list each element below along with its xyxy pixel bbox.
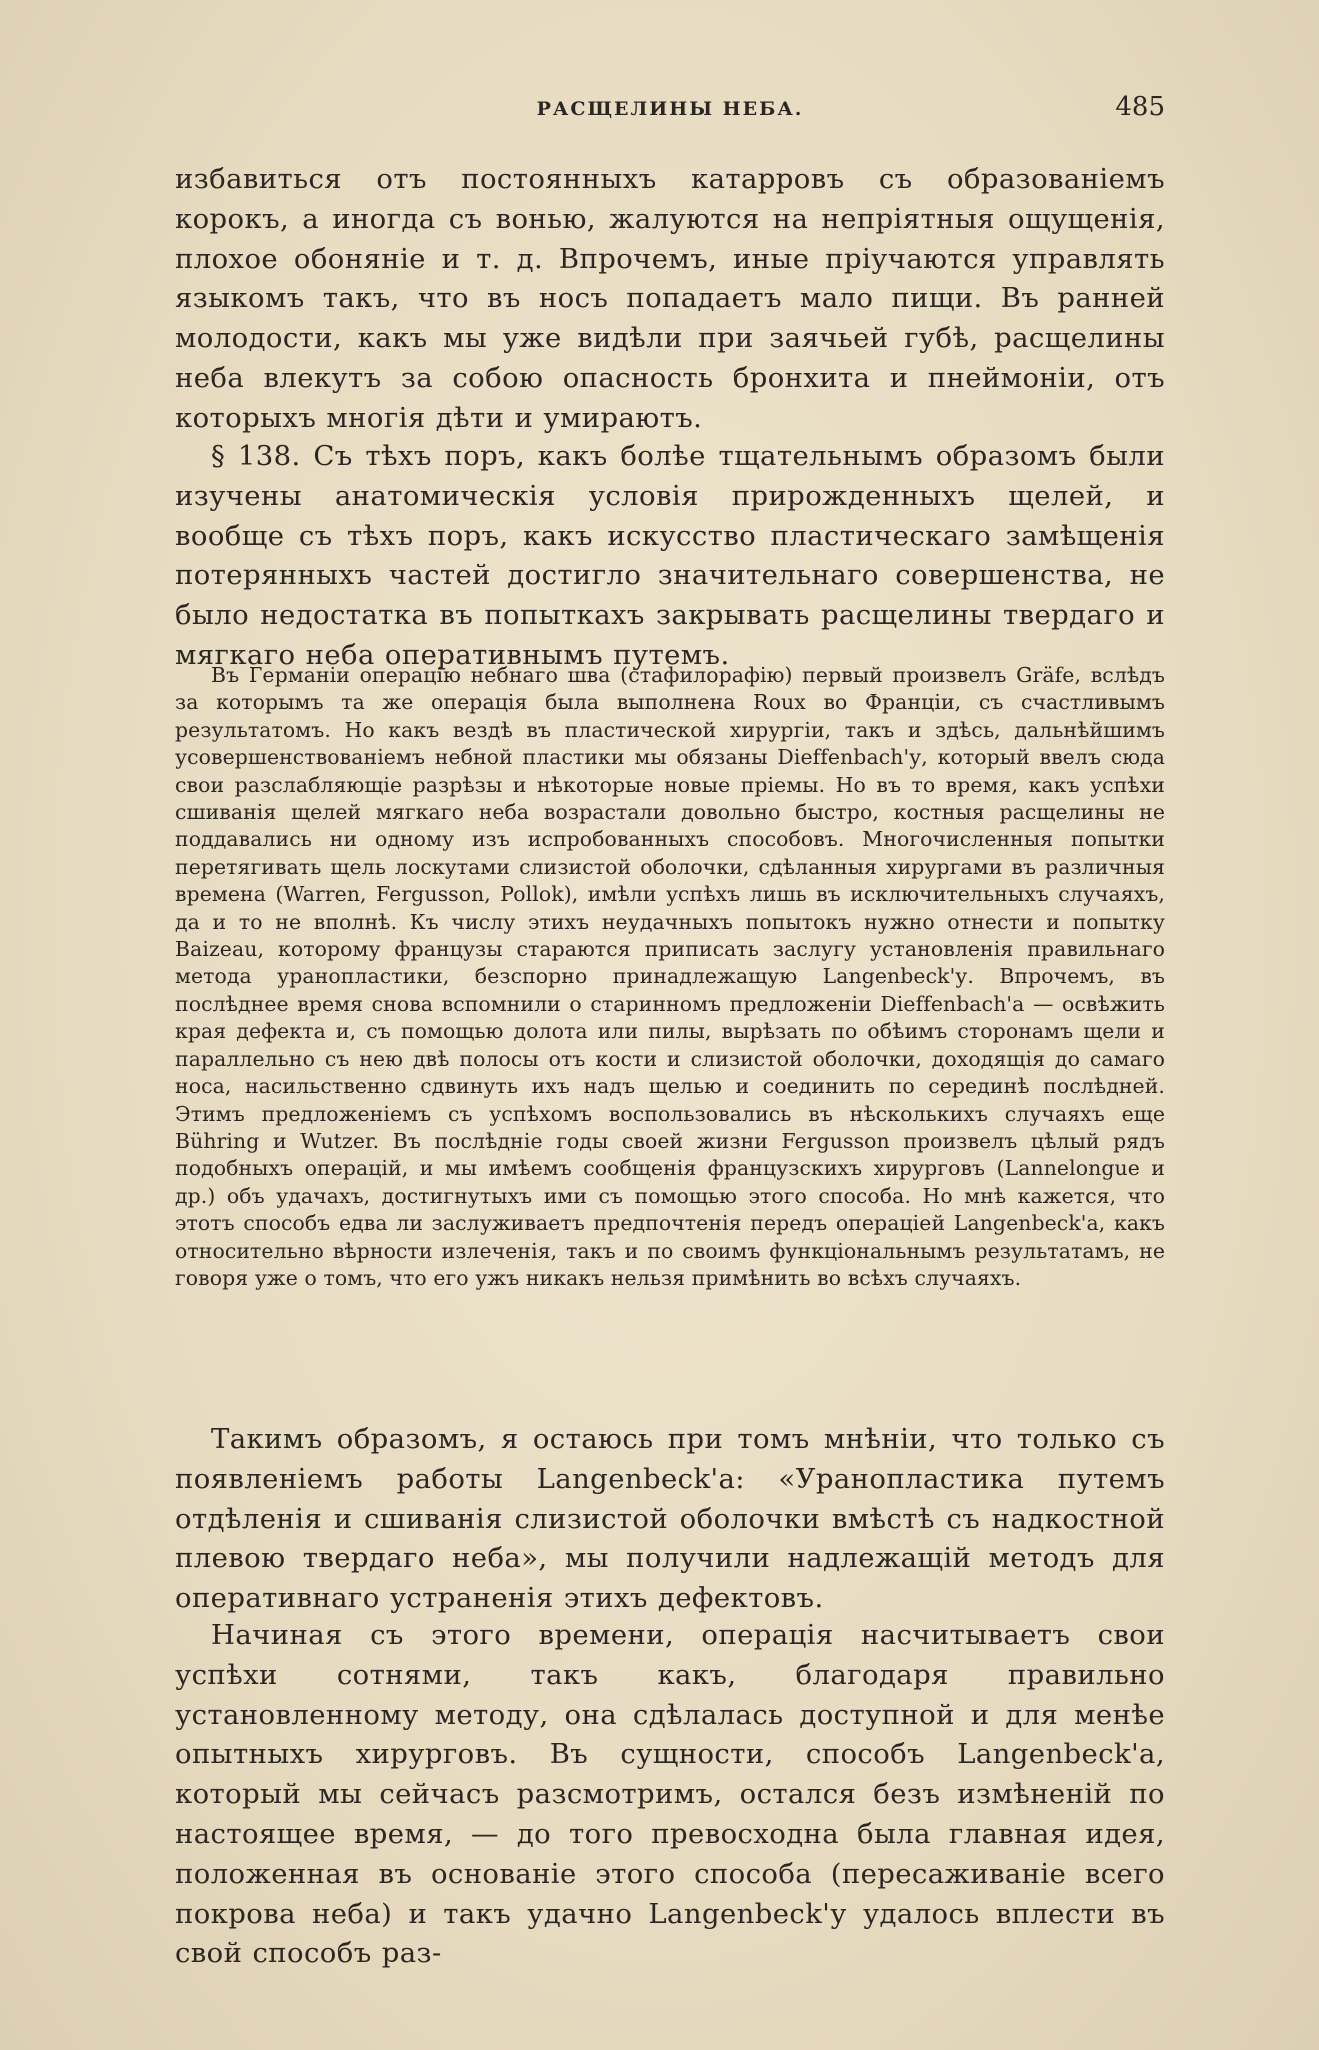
paragraph-continuation: избавиться отъ постоянныхъ катарровъ съ образованіемъ корокъ, а иногда съ вонью, жалуются на непріятныя ощущенія, плохое обоняніе и т. д. Впрочемъ, иные пріучаются управлять языкомъ такъ, что въ носъ попадаетъ мало пищи. Въ ранней молодости, какъ мы уже видѣли при заячьей губѣ, расщелины неба влекутъ за собою опасность бронхита и пнеймоніи, отъ которыхъ многія дѣти и умираютъ. xyxy=(175,163,1165,434)
page-header xyxy=(175,92,1165,132)
paragraph-small-print-history: Въ Германіи операцію небнаго шва (стафилорафію) первый произвелъ Gräfe, вслѣдъ за которымъ та же операція была выполнена Roux во Франціи, съ счастливымъ результатомъ. Но какъ вездѣ въ пластической хирургіи, такъ и здѣсь, дальнѣйшимъ усовершенствованіемъ небной пластики мы обязаны Dieffenbach'у, который ввелъ сюда свои разслабляющіе разрѣзы и нѣкоторые новые пріемы. Но въ то время, какъ успѣхи сшиванія щелей мягкаго неба возрастали довольно быстро, костныя расщелины не поддавались ни одному изъ испробованныхъ способовъ. Многочисленныя попытки перетягивать щель лоскутами слизистой оболочки, сдѣланныя хирургами въ различныя времена (Warren, Fergusson, Pollok), имѣли успѣхъ лишь въ исключительныхъ случаяхъ, да и то не вполнѣ. Къ числу этихъ неудачныхъ попытокъ нужно отнести и попытку Baizeau, которому французы стараются приписать заслугу установленія правильнаго метода уранопластики, безспорно принадлежащую Langenbeck'у. Впрочемъ, въ послѣднее время снова вспомнили о старинномъ предложеніи Dieffenbach'а — освѣжить края дефекта и, съ помощью долота или пилы, вырѣзать по обѣимъ сторонамъ щели и параллельно съ нею двѣ полосы отъ кости и слизистой оболочки, доходящія до самаго носа, насильственно сдвинуть ихъ надъ щелью и соединить по серединѣ послѣдней. Этимъ предложеніемъ съ успѣхомъ воспользовались въ нѣсколькихъ случаяхъ еще Bühring и Wutzer. Въ послѣдніе годы своей жизни Fergusson произвелъ цѣлый рядъ подобныхъ операцій, и мы имѣемъ сообщенія французскихъ хирурговъ (Lannelongue и др.) объ удачахъ, достигнутыхъ ими съ помощью этого способа. Но мнѣ кажется, что этотъ способъ едва ли заслуживаетъ предпочтенія передъ операціей Langenbeck'а, какъ относительно вѣрности излеченія, такъ и по своимъ функціональнымъ результатамъ, не говоря уже о томъ, что его ужъ никакъ нельзя примѣнить во всѣхъ случаяхъ. xyxy=(175,663,1165,1290)
paragraph-operation-success: Начиная съ этого времени, операція насчитываетъ свои успѣхи сотнями, такъ какъ, благодаря правильно установленному методу, она сдѣлалась доступной и для менѣе опытныхъ хирурговъ. Въ сущности, способъ Langenbeck'а, который мы сейчасъ разсмотримъ, остался безъ измѣненій по настоящее время, — до того превосходна была главная идея, положенная въ основаніе этого способа (пересаживаніе всего покрова неба) и такъ удачно Langenbeck'у удалось вплести въ свой способъ раз- xyxy=(175,1619,1165,1970)
paragraph-section-138: § 138. Съ тѣхъ поръ, какъ болѣе тщательнымъ образомъ были изучены анатомическія условія прирожденныхъ щелей, и вообще съ тѣхъ поръ, какъ искусство пластическаго замѣщенія потерянныхъ частей достигло значительнаго совершенства, не было недостатка въ попыткахъ закрывать расщелины твердаго и мягкаго неба оперативнымъ путемъ. xyxy=(175,440,1165,671)
paragraph-langenbeck-opinion: Такимъ образомъ, я остаюсь при томъ мнѣніи, что только съ появленіемъ работы Langenbeck'а: «Уранопластика путемъ отдѣленія и сшиванія слизистой оболочки вмѣстѣ съ надкостной плевою твердаго неба», мы получили надлежащій методъ для оперативнаго устраненія этихъ дефектовъ. xyxy=(175,1423,1165,1615)
running-title: РАСЩЕЛИНЫ НЕБА. xyxy=(536,98,804,120)
page-number: 485 xyxy=(1115,92,1165,122)
